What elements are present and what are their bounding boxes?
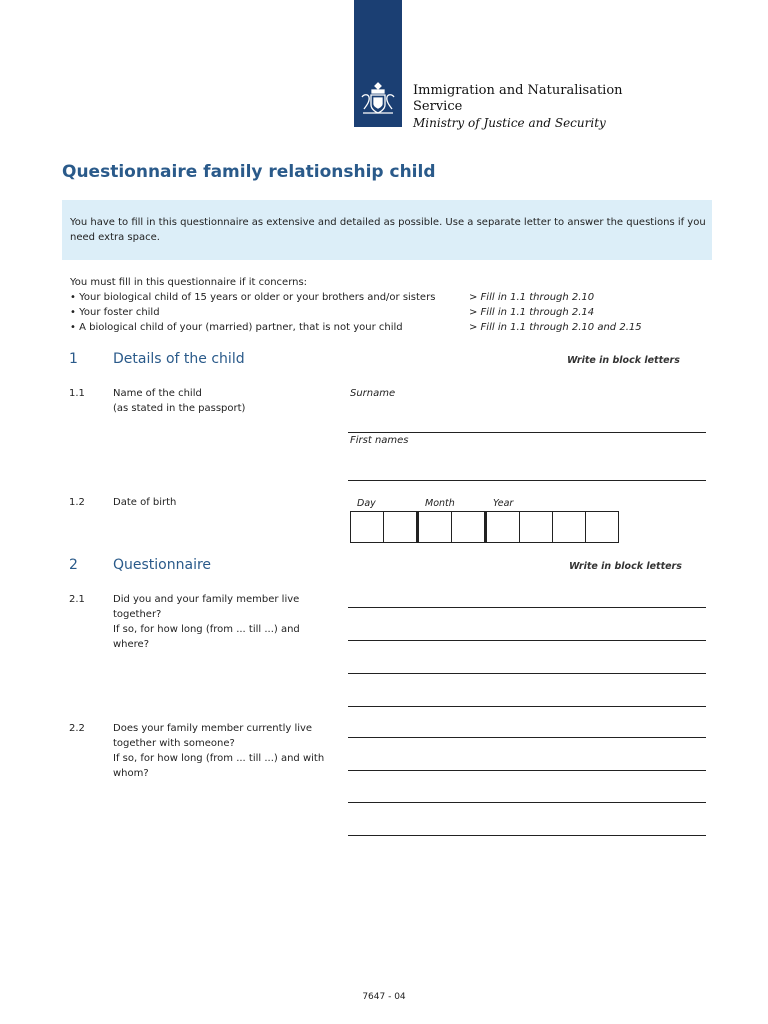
q1-2-number: 1.2 [69,497,85,508]
q1-1-label [113,386,245,416]
intro-item-3: • A biological child of your (married) partner, that is not your child [70,322,403,333]
info-box-text: You have to fill in this questionnaire as extensive and detailed as possible. Use a separate letter to answer the questions if you need extra space. [70,217,706,243]
q2-1-answer-line-3[interactable] [348,673,706,674]
q2-1-answer-line-4[interactable] [348,706,706,707]
month-label: Month [425,498,455,509]
q2-1-line4: where? [113,639,150,650]
q2-1-line1: Did you and your family member live [113,594,300,605]
day-label: Day [357,498,376,509]
q1-2-label: Date of birth [113,497,177,508]
q2-2-answer-line-2[interactable] [348,770,706,771]
q2-1-line2: together? [113,609,162,620]
year-digit-1[interactable] [486,512,520,543]
q2-2-label [113,721,348,781]
section-1-block-letters-note: Write in block letters [567,355,680,366]
first-names-line [348,480,706,481]
intro-item-2: • Your foster child [70,307,160,318]
intro-item-1: • Your biological child of 15 years or older or your brothers and/or sisters [70,292,436,303]
q2-2-answer-line-4[interactable] [348,835,706,836]
org-name [413,83,623,115]
q2-1-answer-line-2[interactable] [348,640,706,641]
q2-2-answer-line-1[interactable] [348,737,706,738]
q2-2-number: 2.2 [69,723,85,734]
ministry-name: Ministry of Justice and Security [413,116,606,130]
surname-label: Surname [350,388,396,399]
q2-2-line1: Does your family member currently live [113,723,313,734]
day-digit-1[interactable] [351,512,384,543]
q2-2-answer-line-3[interactable] [348,802,706,803]
year-digit-4[interactable] [586,512,619,543]
form-code: 7647 - 04 [362,992,406,1002]
q2-1-line3: If so, for how long (from ... till ...) and [113,624,300,635]
year-label: Year [493,498,514,509]
intro-lead: You must fill in this questionnaire if it concerns: [70,277,308,288]
section-2-block-letters-note: Write in block letters [569,561,682,572]
month-digit-2[interactable] [452,512,486,543]
section-1-number: 1 [69,351,78,367]
q1-1-label-line1: Name of the child [113,388,202,399]
section-2-title: Questionnaire [113,557,212,573]
section-2-number: 2 [69,557,78,573]
intro-instruction-1: > Fill in 1.1 through 2.10 [469,292,595,303]
intro-instruction-3: > Fill in 1.1 through 2.10 and 2.15 [469,322,642,333]
page-title: Questionnaire family relationship child [62,162,436,182]
q1-1-label-line2: (as stated in the passport) [113,403,246,414]
surname-field[interactable] [350,404,706,430]
section-1-title: Details of the child [113,351,245,367]
month-digit-1[interactable] [418,512,452,543]
org-name-line1: Immigration and Naturalisation [413,83,623,98]
q2-1-answer-line-1[interactable] [348,607,706,608]
intro-instruction-2: > Fill in 1.1 through 2.14 [469,307,595,318]
q2-1-number: 2.1 [69,594,85,605]
year-digit-2[interactable] [520,512,553,543]
q2-2-line3: If so, for how long (from ... till ...) and with [113,753,325,764]
q1-1-number: 1.1 [69,388,85,399]
first-names-label: First names [350,435,409,446]
q2-2-line2: together with someone? [113,738,235,749]
date-of-birth-boxes [350,511,619,541]
q2-1-label [113,592,343,652]
first-names-field[interactable] [350,452,706,478]
org-name-line2: Service [413,99,463,114]
year-digit-3[interactable] [553,512,586,543]
royal-coat-of-arms-icon [357,80,399,120]
day-digit-2[interactable] [384,512,418,543]
q2-2-line4: whom? [113,768,149,779]
